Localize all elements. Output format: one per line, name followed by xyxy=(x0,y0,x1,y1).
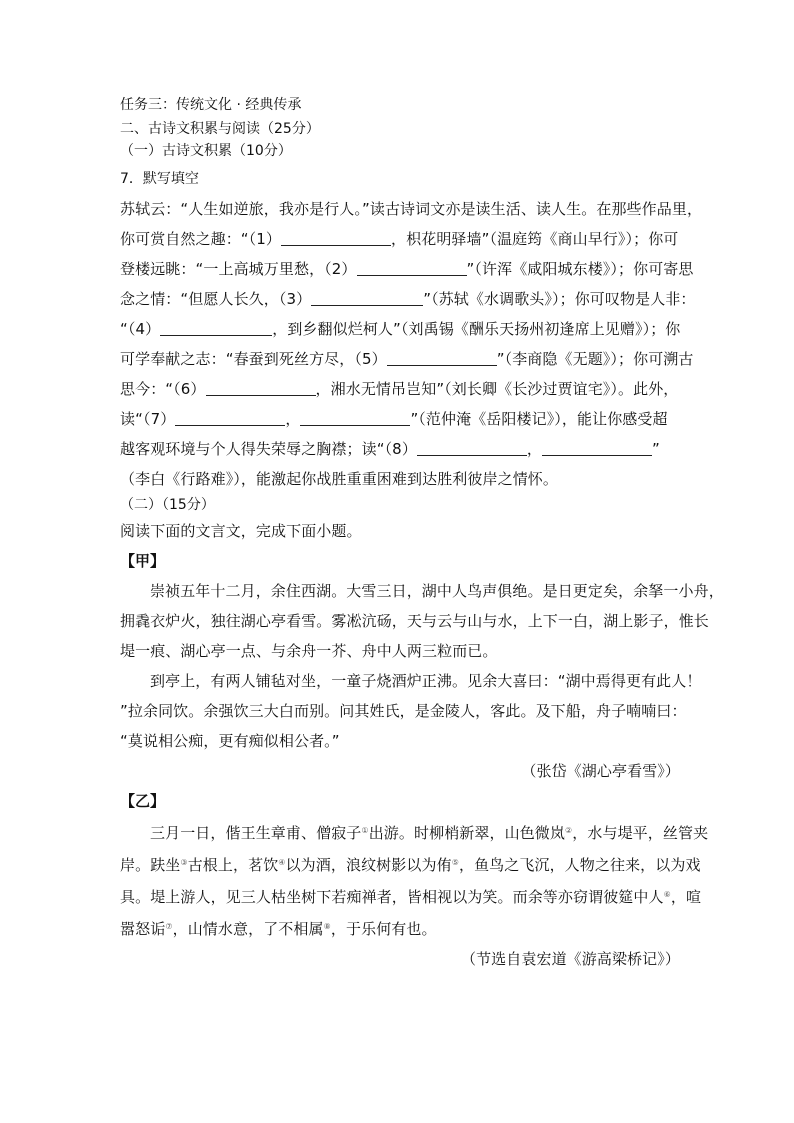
answer-blank-2[interactable] xyxy=(357,259,467,276)
section-heading: 二、古诗文积累与阅读（25分） xyxy=(120,121,320,137)
yi-text: ，山情水意，了不相属 xyxy=(172,920,324,938)
q7-text: 思今：“（6） xyxy=(120,380,206,398)
task-title: 任务三：传统文化 · 经典传承 xyxy=(120,97,302,113)
jia-source: （张岱《湖心亭看雪》） xyxy=(521,762,680,780)
yi-line-2 xyxy=(120,848,701,880)
jia-p1-line-1: 崇祯五年十二月，余住西湖。大雪三日，湖中人鸟声俱绝。是日更定矣，余拏一小舟， xyxy=(150,582,724,600)
q7-text: ，湘水无情吊岂知”（刘长卿《长沙过贾谊宅》）。此外， xyxy=(315,380,679,398)
jia-p1-line-3: 堤一痕、湖心亭一点、与余舟一芥、舟中人两三粒而已。 xyxy=(120,642,498,660)
q7-line-10: （李白《行路难》），能激起你战胜重重困难到达胜利彼岸之情怀。 xyxy=(120,470,559,488)
jia-p2-line-3: “莫说相公痴，更有痴似相公者。” xyxy=(120,732,340,750)
q7-line-8 xyxy=(120,404,680,434)
yi-text: ，鱼鸟之飞沉，人物之往来，以为戏 xyxy=(458,856,701,874)
q7-line-9 xyxy=(120,434,680,464)
footnote-marker: ⑥ xyxy=(663,890,671,899)
q7-text: ”（许浑《咸阳城东楼》）；你可寄思 xyxy=(466,260,694,278)
q7-text: ，枳花明驿墙”（温庭筠《商山早行》）；你可 xyxy=(391,230,679,248)
question-title: 7．默写填空 xyxy=(120,171,199,187)
yi-text: 具。堤上游人，见三人枯坐树下若痴禅者，皆相视以为笑。而余等亦窃谓彼筵中人 xyxy=(120,888,664,906)
q7-text: 越客观环境与个人得失荣辱之胸襟；读“（8） xyxy=(120,440,417,458)
subsection-heading-1: （一）古诗文积累（10分） xyxy=(120,143,292,159)
answer-blank-7a[interactable] xyxy=(175,409,285,426)
q7-text: ”（苏轼《水调歌头》）；你可叹物是人非： xyxy=(423,290,696,308)
q7-text: 登楼远眺：“一上高城万里愁，（2） xyxy=(120,260,357,278)
yi-text: 嚣怒诟 xyxy=(120,920,166,938)
reading-instruction: 阅读下面的文言文，完成下面小题。 xyxy=(120,522,362,540)
q7-text: 读“（7） xyxy=(120,410,176,428)
document-page xyxy=(120,94,724,974)
q7-line-7 xyxy=(120,374,680,404)
jia-p2-line-2: ”拉余同饮。余强饮三大白而别。问其姓氏，是金陵人，客此。及下船，舟子喃喃曰： xyxy=(120,702,687,720)
yi-text: 以为酒，浪纹树影以为侑 xyxy=(285,856,452,874)
q7-line-1: 苏轼云：“人生如逆旅，我亦是行人。”读古诗词文亦是读生活、读人生。在那些作品里， xyxy=(120,200,703,218)
yi-source: （节选自袁宏道《游高梁桥记》） xyxy=(460,950,680,968)
footnote-marker: ③ xyxy=(180,858,188,867)
footnote-marker: ④ xyxy=(278,858,286,867)
answer-blank-8b[interactable] xyxy=(542,439,652,456)
q7-line-3 xyxy=(120,254,694,284)
yi-text: ，水与堤平，丝管夹 xyxy=(572,824,709,842)
q7-line-2 xyxy=(120,224,680,254)
footnote-marker: ⑧ xyxy=(323,922,331,931)
answer-blank-1[interactable] xyxy=(281,229,391,246)
footnote-marker: ① xyxy=(361,826,369,835)
footnote-marker: ② xyxy=(565,826,573,835)
jia-p1-line-2: 拥毳衣炉火，独往湖心亭看雪。雾凇沆砀，天与云与山与水，上下一白，湖上影子，惟长 xyxy=(120,612,709,630)
q7-text: 你可赏自然之趣：“（1） xyxy=(120,230,282,248)
q7-text: ， xyxy=(285,410,301,428)
answer-blank-3[interactable] xyxy=(311,289,423,306)
q7-text: ，到乡翻似烂柯人”（刘禹锡《酬乐天扬州初逢席上见赠》）；你 xyxy=(272,320,681,338)
answer-blank-7b[interactable] xyxy=(300,409,410,426)
passage-yi-label: 【乙】 xyxy=(120,792,166,810)
yi-text: 三月一日，偕王生章甫、僧寂子 xyxy=(150,824,362,842)
answer-blank-6[interactable] xyxy=(206,379,316,396)
passage-jia-label: 【甲】 xyxy=(120,552,166,570)
footnote-marker: ⑤ xyxy=(451,858,459,867)
q7-line-6 xyxy=(120,344,694,374)
yi-text: ，喧 xyxy=(670,888,702,906)
answer-blank-4[interactable] xyxy=(160,319,272,336)
q7-line-5 xyxy=(120,314,680,344)
yi-line-1 xyxy=(120,816,709,848)
q7-text: 念之情：“但愿人长久，（3） xyxy=(120,290,312,308)
q7-text: ， xyxy=(526,440,543,458)
yi-text: 古根上，茗饮 xyxy=(187,856,279,874)
q7-text: ”（范仲淹《岳阳楼记》），能让你感受超 xyxy=(410,410,668,428)
answer-blank-5[interactable] xyxy=(387,349,497,366)
q7-text: “（4） xyxy=(120,320,161,338)
q7-text: ”（李商隐《无题》）；你可溯古 xyxy=(496,350,694,368)
jia-p2-line-1: 到亭上，有两人铺毡对坐，一童子烧酒炉正沸。见余大喜曰：“湖中焉得更有此人！ xyxy=(150,672,702,690)
q7-line-4 xyxy=(120,284,696,314)
yi-text: 出游。时柳梢新翠，山色微岚 xyxy=(368,824,565,842)
subsection-heading-2: （二）（15分） xyxy=(120,497,215,513)
footnote-marker: ⑦ xyxy=(165,922,173,931)
answer-blank-8a[interactable] xyxy=(417,439,527,456)
q7-text: ” xyxy=(652,440,660,458)
q7-text: 可学奉献之志：“春蚕到死丝方尽，（5） xyxy=(120,350,387,368)
yi-line-4 xyxy=(120,912,680,944)
yi-text: 岸。趺坐 xyxy=(120,856,181,874)
yi-text: ，于乐何有也。 xyxy=(330,920,437,938)
yi-line-3 xyxy=(120,880,702,912)
